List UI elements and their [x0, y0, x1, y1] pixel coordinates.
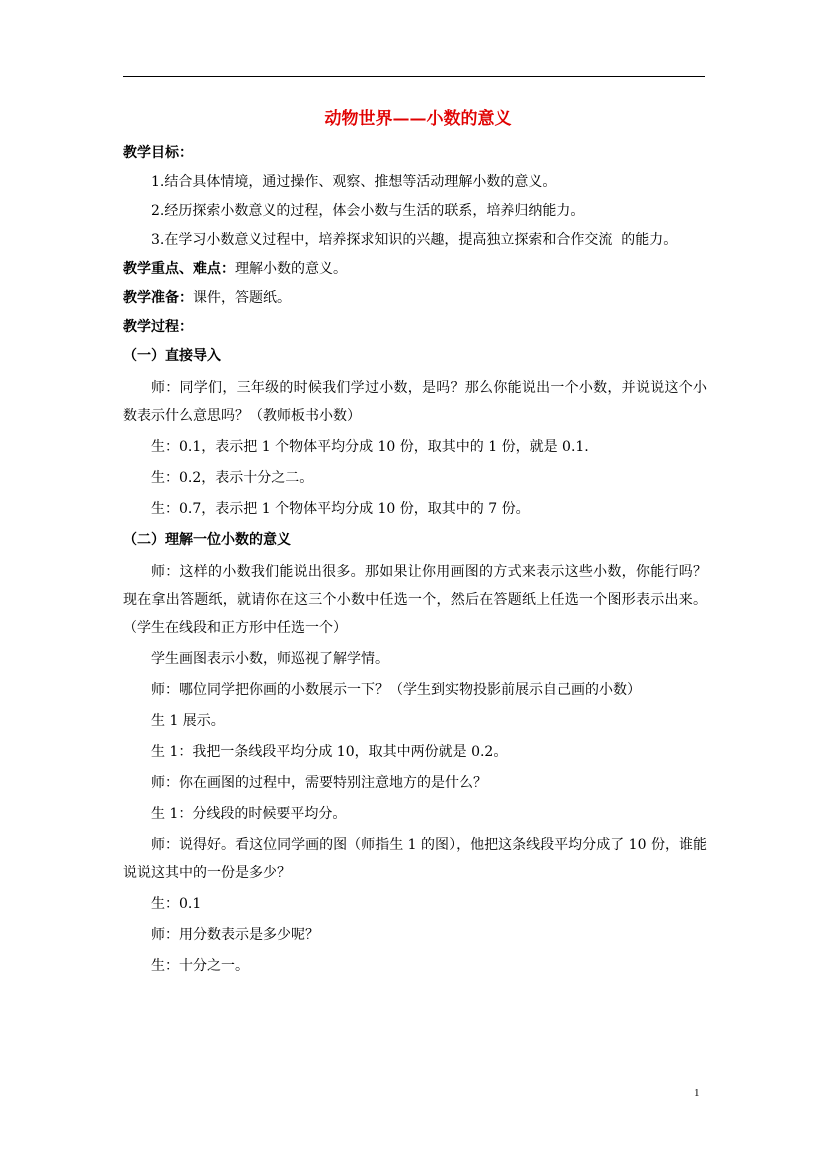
objectives-label: 教学目标： [123, 145, 193, 161]
key-points-text: 理解小数的意义。 [235, 261, 347, 277]
section1-paragraph-4: 生：0.7，表示把 1 个物体平均分成 10 份，取其中的 7 份。 [151, 501, 530, 517]
objective-item-3: 3.在学习小数意义过程中，培养探求知识的兴趣，提高独立探索和合作交流 的能力。 [151, 232, 678, 248]
section2-paragraph-5: 生 1：我把一条线段平均分成 10，取其中两份就是 0.2。 [151, 744, 508, 760]
section1-paragraph-2: 生：0.1，表示把 1 个物体平均分成 10 份，取其中的 1 份，就是 0.1. [151, 439, 589, 455]
preparation-label: 教学准备： [123, 290, 193, 306]
section2-paragraph-2: 学生画图表示小数，师巡视了解学情。 [151, 651, 389, 667]
section1-paragraph-3: 生：0.2，表示十分之二。 [151, 470, 314, 486]
process-label: 教学过程： [123, 319, 193, 335]
section2-paragraph-8: 师：说得好。看这位同学画的图（师指生 1 的图），他把这条线段平均分成了 10 份，谁能说说这其中的一份是多少？ [123, 837, 707, 881]
key-points-label: 教学重点、难点： [123, 261, 235, 277]
section2-paragraph-6: 师：你在画图的过程中，需要特别注意地方的是什么？ [151, 775, 487, 791]
key-points-line [123, 255, 707, 284]
document-body [123, 108, 707, 980]
section2-paragraph-3: 师：哪位同学把你画的小数展示一下？（学生到实物投影前展示自己画的小数） [151, 682, 641, 698]
document-title: 动物世界——小数的意义 [324, 109, 512, 129]
header-rule [123, 76, 705, 77]
page-number: 1 [694, 1087, 700, 1099]
section2-paragraph-7: 生 1：分线段的时候要平均分。 [151, 806, 347, 822]
preparation-line [123, 284, 707, 313]
process-heading [123, 313, 707, 342]
section2-paragraph-4: 生 1 展示。 [151, 713, 225, 729]
objective-item-1: 1.结合具体情境，通过操作、观察、推想等活动理解小数的意义。 [151, 174, 557, 190]
preparation-text: 课件，答题纸。 [193, 290, 291, 306]
section2-paragraph-1: 师：这样的小数我们能说出很多。那如果让你用画图的方式来表示这些小数，你能行吗？现在拿出答题纸，就请你在这三个小数中任选一个，然后在答题纸上任选一个图形表示出来。（学生在线段和正方形中任选一个） [123, 564, 707, 636]
section2-paragraph-9: 生：0.1 [151, 896, 202, 912]
section-heading-1: （一）直接导入 [123, 348, 221, 364]
section2-paragraph-11: 生：十分之一。 [151, 958, 249, 974]
section2-paragraph-10: 师：用分数表示是多少呢？ [151, 927, 319, 943]
section-heading-2: （二）理解一位小数的意义 [123, 532, 291, 548]
section1-paragraph-1: 师：同学们，三年级的时候我们学过小数，是吗？那么你能说出一个小数，并说说这个小数表示什么意思吗？（教师板书小数） [123, 380, 707, 424]
objectives-heading [123, 139, 707, 168]
objective-item-2: 2.经历探索小数意义的过程，体会小数与生活的联系，培养归纳能力。 [151, 203, 585, 219]
